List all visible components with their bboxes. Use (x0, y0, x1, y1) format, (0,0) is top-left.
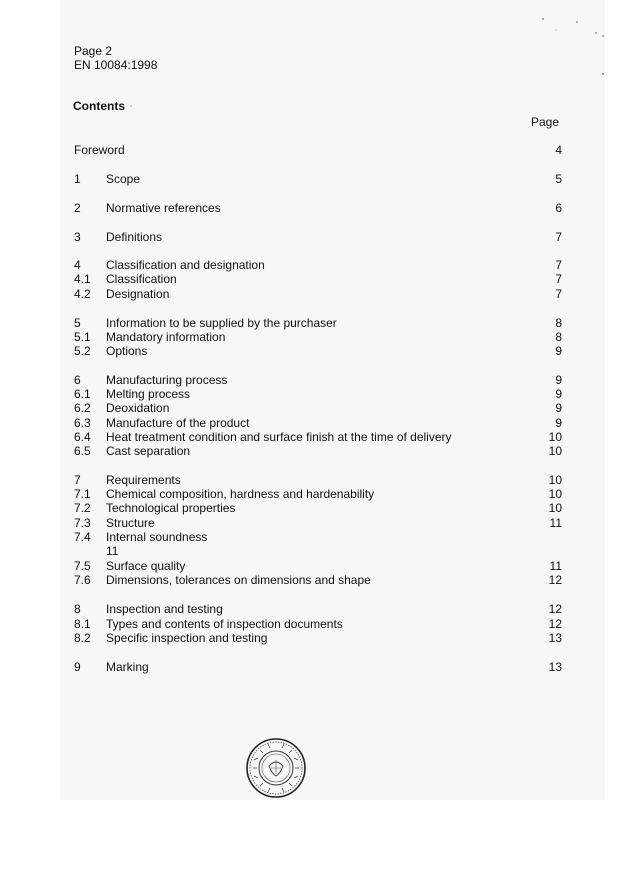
toc-entry[interactable] (74, 344, 562, 358)
toc-entry-number: 7.6 (74, 573, 91, 587)
toc-entry[interactable] (74, 172, 562, 186)
toc-entry-number: 7.2 (74, 501, 91, 515)
toc-entry[interactable] (74, 631, 562, 645)
toc-entry-page: 7 (555, 230, 562, 244)
toc-entry-number: 7 (74, 473, 81, 487)
toc-entry-title: Normative references (106, 201, 221, 215)
toc-entry-number: 7.4 (74, 530, 91, 544)
contents-heading: Contents (73, 99, 125, 113)
toc-entry-title: Inspection and testing (106, 602, 223, 616)
toc-entry[interactable] (74, 316, 562, 330)
toc-entry-number: 5.1 (74, 330, 91, 344)
toc-entry-number: 4.2 (74, 287, 91, 301)
toc-entry[interactable] (74, 401, 562, 415)
toc-entry-page: 7 (555, 287, 562, 301)
toc-entry-title: Foreword (74, 143, 125, 157)
toc-entry-page: 13 (548, 631, 562, 645)
toc-entry-page: 4 (555, 143, 562, 157)
toc-entry[interactable] (74, 516, 562, 530)
toc-entry-number: 2 (74, 201, 81, 215)
toc-entry-page: 7 (555, 272, 562, 286)
toc-entry-number: 6.2 (74, 401, 91, 415)
toc-entry-wrapped-page: 11 (106, 544, 119, 558)
toc-entry[interactable] (74, 287, 562, 301)
toc-entry-number: 5 (74, 316, 81, 330)
toc-entry-title: Technological properties (106, 501, 236, 515)
toc-entry-number: 6.1 (74, 387, 91, 401)
toc-entry-title: Mandatory information (106, 330, 226, 344)
toc-entry-title: Designation (106, 287, 170, 301)
toc-entry-number: 7.1 (74, 487, 91, 501)
toc-entry[interactable] (74, 573, 562, 587)
toc-entry-page: 12 (548, 617, 562, 631)
toc-entry[interactable] (74, 330, 562, 344)
toc-entry-number: 3 (74, 230, 81, 244)
toc-entry-page: 12 (548, 573, 562, 587)
toc-entry[interactable] (74, 559, 562, 573)
toc-entry[interactable] (74, 258, 562, 272)
toc-entry[interactable] (74, 487, 562, 501)
toc-entry-number: 4.1 (74, 272, 91, 286)
toc-entry-page: 10 (548, 473, 562, 487)
toc-entry-foreword[interactable] (74, 143, 562, 157)
toc-entry-page: 9 (555, 373, 562, 387)
toc-entry-number: 6 (74, 373, 81, 387)
toc-entry-page: 7 (555, 258, 562, 272)
toc-entry-title: Classification and designation (106, 258, 265, 272)
toc-entry[interactable] (74, 230, 562, 244)
toc-entry[interactable] (74, 387, 562, 401)
toc-entry-title: Marking (106, 660, 149, 674)
toc-entry-title: Structure (106, 516, 155, 530)
toc-entry-title: Internal soundness (106, 530, 208, 544)
toc-entry-title: Classification (106, 272, 177, 286)
toc-entry-number: 6.4 (74, 430, 91, 444)
toc-entry-number: 6.3 (74, 416, 91, 430)
toc-entry-title: Melting process (106, 387, 191, 401)
toc-entry-page: 9 (555, 401, 562, 415)
toc-entry-title: Manufacture of the product (106, 416, 250, 430)
toc-entry-number: 7.5 (74, 559, 91, 573)
toc-entry[interactable] (74, 660, 562, 674)
toc-entry-title: Types and contents of inspection documents (106, 617, 343, 631)
toc-entry-title: Surface quality (106, 559, 186, 573)
toc-entry-page: 11 (549, 559, 562, 573)
toc-entry-title: Heat treatment condition and surface finish at the time of delivery (106, 430, 452, 444)
toc-entry-page: 5 (555, 172, 562, 186)
toc-entry-number: 1 (74, 172, 81, 186)
toc-entry-page: 10 (548, 444, 562, 458)
toc-entry-title: Dimensions, tolerances on dimensions and shape (106, 573, 371, 587)
official-seal-icon (244, 736, 308, 805)
toc-entry-page: 13 (548, 660, 562, 674)
page-column-label: Page (531, 115, 560, 129)
toc-entry-title: Definitions (106, 230, 163, 244)
toc-entry-number: 6.5 (74, 444, 91, 458)
toc-entry-number: 8.1 (74, 617, 91, 631)
page-header (74, 44, 157, 72)
toc-entry[interactable] (74, 473, 562, 487)
page-number: Page 2 (74, 44, 113, 58)
toc-entry-number: 5.2 (74, 344, 91, 358)
toc-entry[interactable] (74, 416, 562, 430)
toc-entry[interactable] (74, 373, 562, 387)
toc-entry[interactable] (74, 430, 562, 444)
toc-entry[interactable] (74, 501, 562, 515)
toc-entry-title: Chemical composition, hardness and hardenability (106, 487, 375, 501)
toc-entry-page: 10 (548, 501, 562, 515)
toc-entry-page: 8 (555, 316, 562, 330)
toc-entry-title: Scope (106, 172, 141, 186)
toc-entry[interactable] (74, 602, 562, 616)
toc-entry-number: 8 (74, 602, 81, 616)
toc-entry-title: Options (106, 344, 148, 358)
toc-entry[interactable] (74, 444, 562, 458)
toc-entry-number: 8.2 (74, 631, 91, 645)
toc-entry-title: Deoxidation (106, 401, 170, 415)
toc-entry-page: 9 (555, 416, 562, 430)
toc-entry[interactable] (74, 272, 562, 286)
toc-entry[interactable] (74, 201, 562, 215)
toc-entry-title: Requirements (106, 473, 181, 487)
toc-entry-number: 4 (74, 258, 81, 272)
toc-entry-page: 9 (555, 387, 562, 401)
toc-entry-title: Specific inspection and testing (106, 631, 268, 645)
toc-entry-page: 10 (548, 487, 562, 501)
toc-entry-page: 6 (555, 201, 562, 215)
toc-entry[interactable] (74, 530, 562, 544)
toc-entry-page: 11 (549, 516, 562, 530)
toc-entry-title: Information to be supplied by the purchaser (106, 316, 337, 330)
toc-entry-number: 9 (74, 660, 81, 674)
toc-entry[interactable] (74, 617, 562, 631)
toc-entry-page: 8 (555, 330, 562, 344)
toc-entry-page: 12 (548, 602, 562, 616)
standard-id: EN 10084:1998 (74, 58, 158, 72)
toc-entry-number: 7.3 (74, 516, 91, 530)
toc-entry-page: 9 (555, 344, 562, 358)
toc-entry-title: Manufacturing process (106, 373, 228, 387)
toc-entry-page: 10 (548, 430, 562, 444)
toc-entry-title: Cast separation (106, 444, 191, 458)
